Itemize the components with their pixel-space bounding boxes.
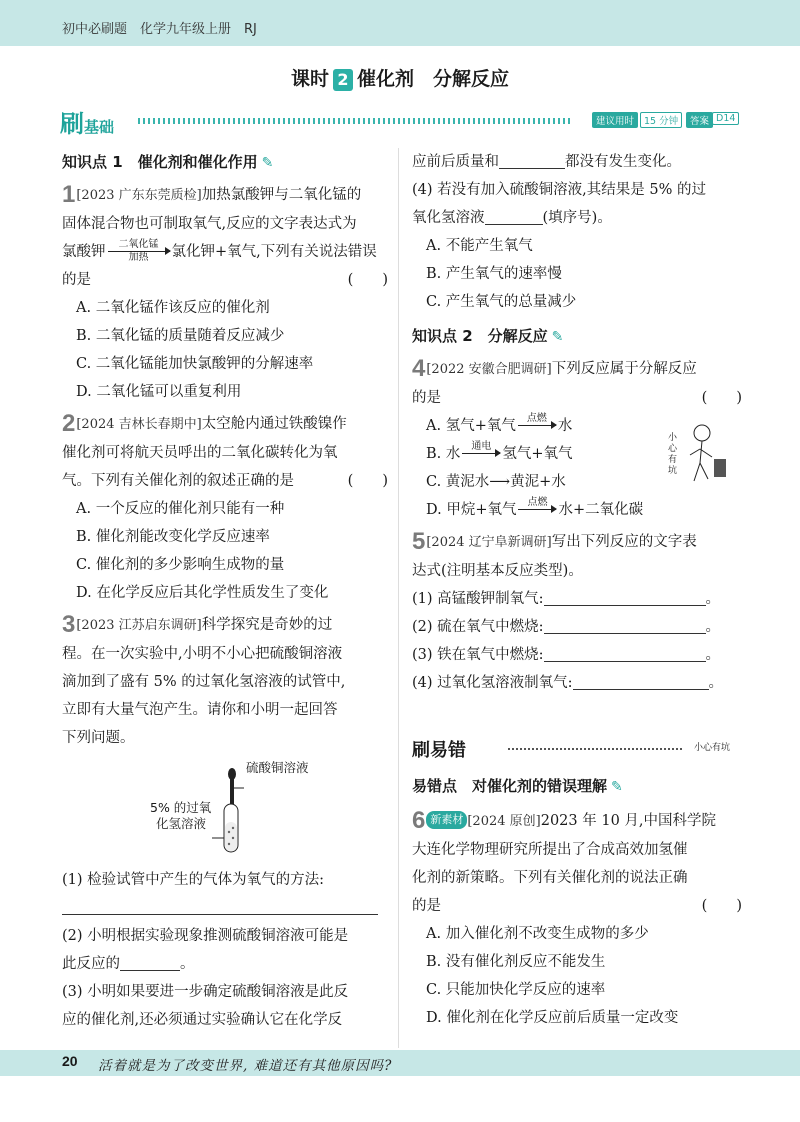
cartoon-person-icon xyxy=(670,419,740,489)
option-b: B. 水 通电 氢气+氧气 xyxy=(426,441,573,462)
dropper-label: 硫酸铜溶液 xyxy=(246,760,309,775)
question-number: 6 xyxy=(412,807,426,834)
question-4: 4[2022 安徽合肥调研]下列反应属于分解反应 的是 ( ) A. 氢气+氧气 点燃 水 B. 水 通电 氢气+氧气 C. 黄泥水⟶黄泥+水 D. 甲烷+氧气 点燃 水+二氧化碳 小心有坑 xyxy=(412,355,742,524)
answer-blank[interactable] xyxy=(120,954,180,971)
question-source: [2024 原创] xyxy=(467,814,541,829)
book-title: 初中必刷题 化学九年级上册 RJ xyxy=(62,22,257,37)
answer-paren: ( ) xyxy=(701,898,742,914)
answer-paren: ( ) xyxy=(347,473,388,489)
q5-item-4: (4) 过氧化氢溶液制氧气: 。 xyxy=(412,675,724,691)
question-source: [2024 辽宁阜新调研] xyxy=(426,535,552,550)
option-b: B. 二氧化锰的质量随着反应减少 xyxy=(76,328,285,344)
option-d: D. 二氧化锰可以重复利用 xyxy=(76,384,242,400)
q5-item-3: (3) 铁在氧气中燃烧: 。 xyxy=(412,647,721,663)
question-1: 1[2023 广东东莞质检]加热氯酸钾与二氧化锰的 固体混合物也可制取氧气,反应的文字表达式为 氯酸钾 二氧化锰 加热 氯化钾+氧气,下列有关说法错误 的是 ( ) A. 二氧化锰作该反应的催化剂 B. 二氧化锰的质量随着反应减少 C. 二氧化锰能加快氯酸钾的分解速率 D. 二氧化锰可以重复利用 xyxy=(62,181,388,406)
page-number: 20 xyxy=(62,1053,78,1069)
section-band xyxy=(60,104,740,136)
option-a: A. 一个反应的催化剂只能有一种 xyxy=(76,501,285,517)
answer-blank[interactable] xyxy=(62,898,378,915)
right-column: 应前后质量和 都没有发生变化。 (4) 若没有加入硫酸铜溶液,其结果是 5% 的过 氧化氢溶液 (填序号)。 A. 不能产生氧气 B. 产生氧气的速率慢 C. 产生氧气的总量减少 知识点 2 分解反应 ✎ 4[2022 安徽合肥调研]下列反应属于分解反应 的是 ( ) A. 氢气+氧气 点燃 水 B. 水 通电 氢气+氧气 C. 黄泥水⟶黄泥+水 D. 甲烷+氧气 点燃 水+二氧化碳 小心有坑 5[2024 辽宁阜新调研]写出下列反应的文字表 达式(注明基本反应类型)。 (1) 高锰酸钾制氧气: 。 (2) 硫在氧气中燃烧: 。 (3) 铁在氧气中燃烧: 。 (4) 过氧化氢溶液制氧气: 。 xyxy=(412,148,742,697)
option-c: C. 催化剂的多少影响生成物的量 xyxy=(76,557,285,573)
option-d: D. 甲烷+氧气 点燃 水+二氧化碳 xyxy=(426,497,644,518)
option-b: B. 产生氧气的速率慢 xyxy=(426,266,562,282)
error-section-note: 小心有坑 xyxy=(693,743,730,753)
lesson-name: 催化剂 分解反应 xyxy=(357,68,510,90)
answer-page: D14 xyxy=(712,112,739,125)
error-point: 易错点 对催化剂的错误理解 ✎ xyxy=(412,777,623,795)
question-source: [2023 江苏启东调研] xyxy=(76,618,202,633)
answer-label: 答案 xyxy=(686,112,713,128)
right-column-lower xyxy=(412,772,742,1032)
reaction-equation: 氯酸钾 二氧化锰 加热 氯化钾+氧气,下列有关说法错误 xyxy=(62,239,377,263)
lesson-title xyxy=(0,64,800,91)
answer-blank[interactable] xyxy=(544,589,706,606)
option-c: C. 只能加快化学反应的速率 xyxy=(426,982,606,998)
lesson-number: 2 xyxy=(333,69,353,91)
question-source: [2023 广东东莞质检] xyxy=(76,188,202,203)
top-bar xyxy=(0,0,800,46)
answer-paren: ( ) xyxy=(701,390,742,406)
question-6: 6 新素材 [2024 原创]2023 年 10 月,中国科学院 大连化学物理研究所提出了合成高效加氢催 化剂的新策略。下列有关催化剂的说法正确 的是 ( ) A. 加入催化剂不改变生成物的多少 B. 没有催化剂反应不能发生 C. 只能加快化学反应的速率 D. 催化剂在化学反应前后质量一定改变 xyxy=(412,807,742,1032)
answer-blank[interactable] xyxy=(485,208,543,225)
q5-item-2: (2) 硫在氧气中燃烧: 。 xyxy=(412,619,721,635)
option-b: B. 没有催化剂反应不能发生 xyxy=(426,954,606,970)
q3-part-1: (1) 检验试管中产生的气体为氧气的方法: xyxy=(62,872,325,888)
test-tube-illustration xyxy=(62,758,388,858)
q5-item-1: (1) 高锰酸钾制氧气: 。 xyxy=(412,591,721,607)
knowledge-point-1: 知识点 1 催化剂和催化作用 ✎ xyxy=(62,153,274,171)
option-a: A. 加入催化剂不改变生成物的多少 xyxy=(426,926,649,942)
option-c: C. 黄泥水⟶黄泥+水 xyxy=(426,474,566,490)
option-a: A. 不能产生氧气 xyxy=(426,238,533,254)
left-column xyxy=(62,148,388,1034)
question-number: 4 xyxy=(412,355,426,382)
time-label: 建议用时 xyxy=(592,112,638,128)
pen-icon: ✎ xyxy=(611,779,623,795)
tube-label-2: 化氢溶液 xyxy=(156,816,207,831)
answer-blank[interactable] xyxy=(544,617,706,634)
question-number: 3 xyxy=(62,611,76,638)
decorative-dots xyxy=(508,748,682,750)
lesson-prefix: 课时 xyxy=(290,68,329,90)
time-value: 15 分钟 xyxy=(640,112,682,128)
question-number: 2 xyxy=(62,410,76,437)
answer-blank[interactable] xyxy=(499,152,565,169)
error-section-header xyxy=(412,736,742,762)
new-material-badge: 新素材 xyxy=(426,811,467,829)
cartoon-figure xyxy=(670,419,740,489)
footer-bar xyxy=(0,1050,800,1076)
option-c: C. 产生氧气的总量减少 xyxy=(426,294,577,310)
option-b: B. 催化剂能改变化学反应速率 xyxy=(76,529,270,545)
answer-paren: ( ) xyxy=(347,272,388,288)
question-number: 1 xyxy=(62,181,76,208)
answer-blank[interactable] xyxy=(544,645,706,662)
question-5: 5[2024 辽宁阜新调研]写出下列反应的文字表 达式(注明基本反应类型)。 (1) 高锰酸钾制氧气: 。 (2) 硫在氧气中燃烧: 。 (3) 铁在氧气中燃烧: 。 (4) 过氧化氢溶液制氧气: 。 xyxy=(412,528,742,697)
error-section-title: 刷易错 xyxy=(412,740,466,761)
question-number: 5 xyxy=(412,528,426,555)
question-source: [2024 吉林长春期中] xyxy=(76,417,202,432)
pen-icon: ✎ xyxy=(551,329,564,345)
decorative-stripe xyxy=(138,118,570,124)
option-a: A. 氢气+氧气 点燃 水 xyxy=(426,413,573,434)
option-c: C. 二氧化锰能加快氯酸钾的分解速率 xyxy=(76,356,314,372)
answer-blank[interactable] xyxy=(573,673,709,690)
column-divider xyxy=(398,148,399,1048)
question-3: 3[2023 江苏启东调研]科学探究是奇妙的过 程。在一次实验中,小明不小心把硫酸铜溶液 滴加到了盛有 5% 的过氧化氢溶液的试管中, 立即有大量气泡产生。请你和小明一起回答 下列问题。 硫酸铜溶液 5% 的过氧 化氢溶液 (1) 检验试管中产生的气体为氧气的方法: (2) 小明根据实验现象推测硫酸铜溶液可能是 此反应的 。 (3) 小明如果要进一步确定硫酸铜溶液是此反 应的催化剂,还必须通过实验确认它在化学反 xyxy=(62,611,388,1034)
footer-motto: 活着就是为了改变世界, 难道还有其他原因吗? xyxy=(98,1058,393,1074)
option-d: D. 在化学反应后其化学性质发生了变化 xyxy=(76,585,329,601)
option-d: D. 催化剂在化学反应前后质量一定改变 xyxy=(426,1010,679,1026)
brand-logo: 刷基础 xyxy=(60,110,115,138)
cartoon-note: 小心有坑 xyxy=(668,433,678,476)
knowledge-point-2: 知识点 2 分解反应 ✎ xyxy=(412,327,564,345)
test-tube-figure xyxy=(62,758,388,858)
option-a: A. 二氧化锰作该反应的催化剂 xyxy=(76,300,270,316)
pen-icon: ✎ xyxy=(261,155,274,171)
tube-label-1: 5% 的过氧 xyxy=(150,800,212,815)
question-source: [2022 安徽合肥调研] xyxy=(426,362,552,377)
question-2: 2[2024 吉林长春期中]太空舱内通过铁酸镍作 催化剂可将航天员呼出的二氧化碳转化为氧 气。下列有关催化剂的叙述正确的是 ( ) A. 一个反应的催化剂只能有一种 B. 催化剂能改变化学反应速率 C. 催化剂的多少影响生成物的量 D. 在化学反应后其化学性质发生了变化 xyxy=(62,410,388,607)
